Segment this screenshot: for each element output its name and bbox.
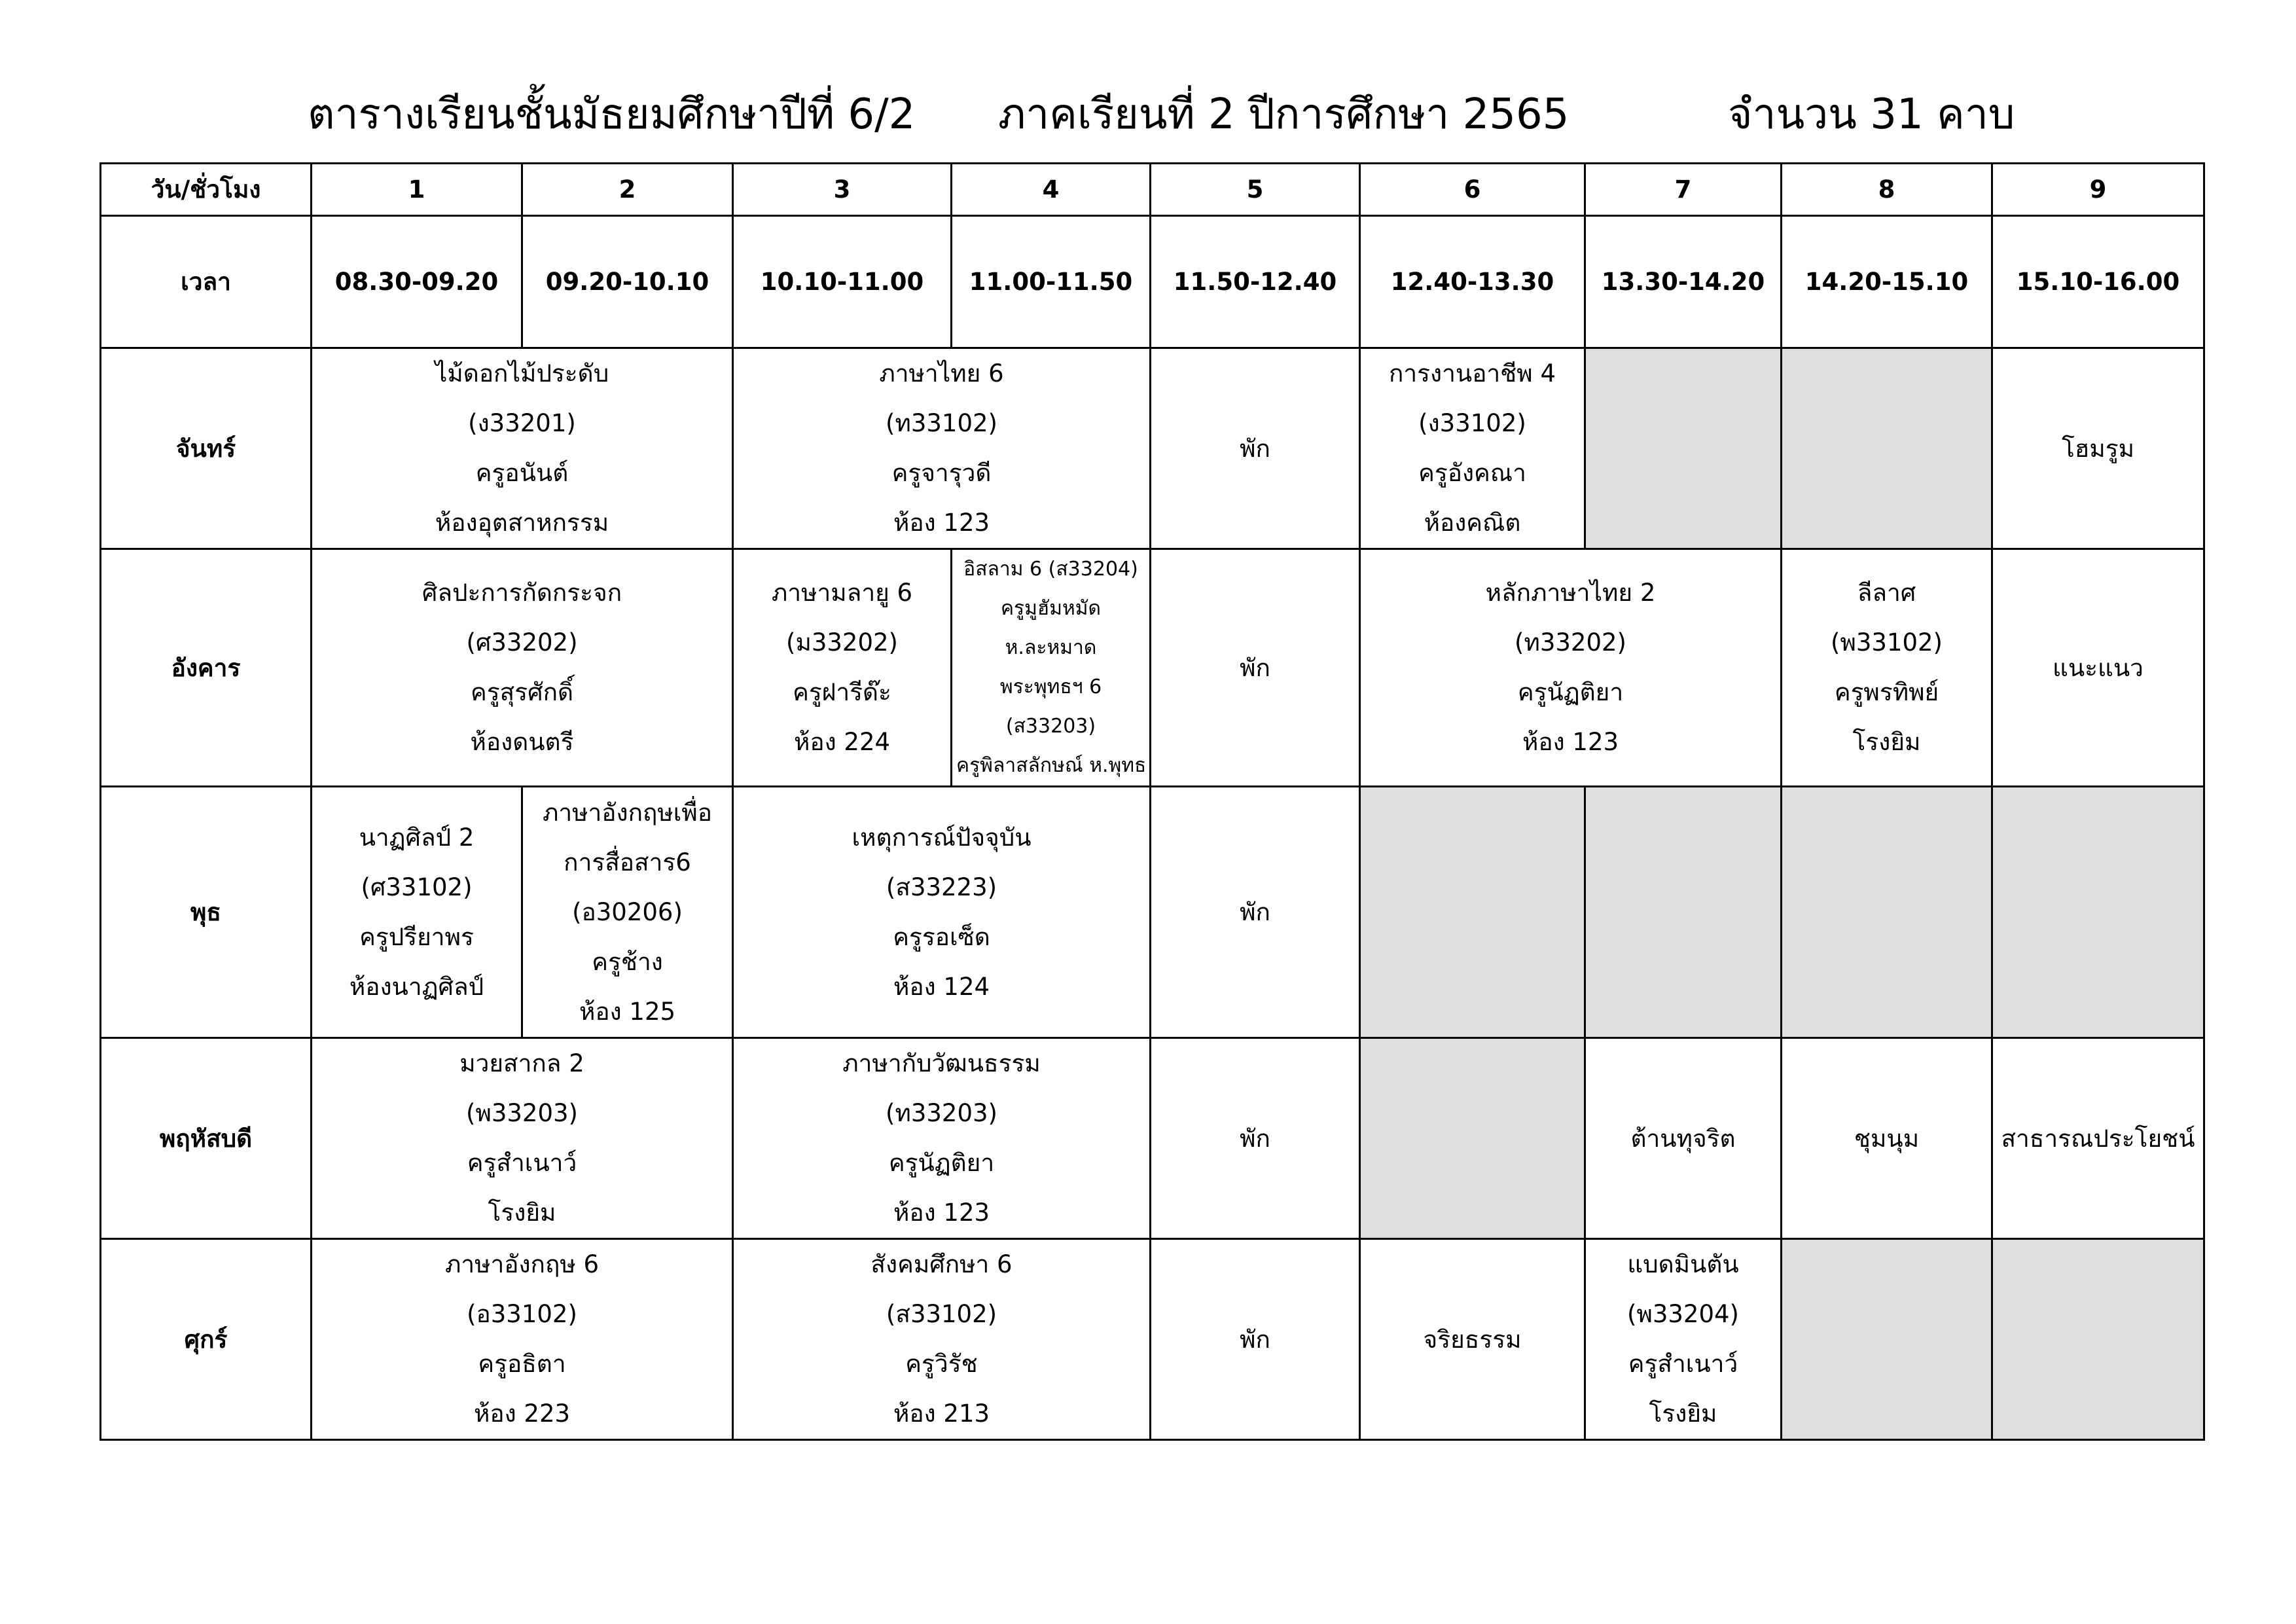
time-row bbox=[101, 216, 2204, 348]
subject-code: (ง33102) bbox=[1418, 409, 1526, 437]
subject-code: (อ33102) bbox=[467, 1300, 577, 1328]
activity-cell: ต้านทุจริต bbox=[1585, 1038, 1782, 1239]
time-cell: 09.20-10.10 bbox=[522, 216, 733, 348]
day-row-monday bbox=[101, 348, 2204, 549]
class-cell bbox=[312, 348, 733, 549]
period-header: 7 bbox=[1585, 164, 1782, 216]
time-cell: 15.10-16.00 bbox=[1992, 216, 2204, 348]
day-row-tuesday bbox=[101, 549, 2204, 787]
subject-code: (ส33102) bbox=[886, 1300, 997, 1328]
time-cell: 12.40-13.30 bbox=[1360, 216, 1585, 348]
empty-cell bbox=[1782, 1239, 1992, 1440]
class-cell bbox=[952, 549, 1151, 787]
teacher-name: ครูวิรัช bbox=[905, 1350, 978, 1378]
subject-name: อิสลาม 6 (ส33204) bbox=[963, 558, 1138, 581]
day-row-thursday bbox=[101, 1038, 2204, 1239]
class-cell bbox=[733, 1239, 1151, 1440]
periods-count: จำนวน 31 คาบ bbox=[1728, 90, 2015, 139]
teacher-name: ครูปรียาพร bbox=[359, 922, 474, 951]
time-cell: 13.30-14.20 bbox=[1585, 216, 1782, 348]
corner-header: วัน/ชั่วโมง bbox=[101, 164, 312, 216]
room-name: ห้อง 223 bbox=[473, 1399, 571, 1428]
class-cell bbox=[522, 787, 733, 1038]
subject-code: (พ33204) bbox=[1627, 1300, 1739, 1328]
room-name: ห.ละหมาด bbox=[1005, 636, 1097, 659]
subject-name: เหตุการณ์ปัจจุบัน bbox=[852, 823, 1031, 852]
empty-cell bbox=[1585, 787, 1782, 1038]
subject-name: ศิลปะการกัดกระจก bbox=[422, 579, 622, 607]
empty-cell bbox=[1992, 1239, 2204, 1440]
term-title: ภาคเรียนที่ 2 ปีการศึกษา 2565 bbox=[998, 90, 1570, 139]
activity-cell: จริยธรรม bbox=[1360, 1239, 1585, 1440]
class-cell bbox=[312, 1038, 733, 1239]
period-header: 4 bbox=[952, 164, 1151, 216]
class-cell bbox=[733, 549, 952, 787]
subject-name: พระพุทธฯ 6 bbox=[999, 676, 1102, 698]
subject-code: (ท33202) bbox=[1515, 628, 1626, 657]
subject-name: ภาษากับวัฒนธรรม bbox=[842, 1049, 1041, 1077]
teacher-name: ครูอังคณา bbox=[1418, 459, 1526, 487]
period-header: 3 bbox=[733, 164, 952, 216]
room-name: โรงยิม bbox=[1852, 728, 1921, 756]
time-cell: 14.20-15.10 bbox=[1782, 216, 1992, 348]
room-name: ห้อง 224 bbox=[793, 728, 891, 756]
teacher-name: ครูรอเซ็ด bbox=[893, 922, 990, 951]
teacher-name: ครูพรทิพย์ bbox=[1834, 678, 1939, 706]
room-name: ห้องดนตรี bbox=[470, 728, 574, 756]
subject-name: ไม้ดอกไม้ประดับ bbox=[435, 359, 609, 388]
day-name: พุธ bbox=[101, 787, 312, 1038]
time-cell: 11.00-11.50 bbox=[952, 216, 1151, 348]
break-cell: พัก bbox=[1151, 348, 1360, 549]
activity-cell: สาธารณประโยชน์ bbox=[1992, 1038, 2204, 1239]
subject-name: ภาษาไทย 6 bbox=[879, 359, 1004, 388]
time-label: เวลา bbox=[101, 216, 312, 348]
subject-code: (ศ33102) bbox=[361, 873, 473, 901]
day-name: พฤหัสบดี bbox=[101, 1038, 312, 1239]
subject-code: (ท33102) bbox=[886, 409, 997, 437]
page-title bbox=[0, 82, 2296, 147]
period-header-row bbox=[101, 164, 2204, 216]
subject-code: (อ30206) bbox=[572, 897, 683, 926]
subject-code: (ง33201) bbox=[468, 409, 576, 437]
class-cell bbox=[1585, 1239, 1782, 1440]
subject-name: ภาษาอังกฤษ 6 bbox=[444, 1250, 600, 1278]
empty-cell bbox=[1992, 787, 2204, 1038]
subject-name: ภาษามลายู 6 bbox=[771, 579, 913, 607]
teacher-name: ครูพิลาสลักษณ์ ห.พุทธ bbox=[956, 754, 1147, 777]
day-row-friday bbox=[101, 1239, 2204, 1440]
subject-name: การงานอาชีพ 4 bbox=[1389, 359, 1556, 388]
room-name: ห้อง 123 bbox=[893, 1199, 990, 1227]
subject-code: (ศ33202) bbox=[466, 628, 578, 657]
subject-name: นาฏศิลป์ 2 bbox=[359, 823, 475, 852]
class-cell bbox=[733, 348, 1151, 549]
subject-name: การสื่อสาร6 bbox=[564, 848, 691, 876]
subject-code: (ส33203) bbox=[1005, 715, 1096, 738]
room-name: ห้อง 123 bbox=[893, 509, 990, 537]
time-cell: 11.50-12.40 bbox=[1151, 216, 1360, 348]
timetable bbox=[99, 162, 2205, 1441]
room-name: ห้องคณิต bbox=[1424, 509, 1521, 537]
period-header: 5 bbox=[1151, 164, 1360, 216]
day-name: อังคาร bbox=[101, 549, 312, 787]
teacher-name: ครูสำเนาว์ bbox=[467, 1149, 577, 1177]
break-cell: พัก bbox=[1151, 1038, 1360, 1239]
empty-cell bbox=[1585, 348, 1782, 549]
period-header: 1 bbox=[312, 164, 522, 216]
subject-name: มวยสากล 2 bbox=[459, 1049, 584, 1077]
subject-code: (ส33223) bbox=[886, 873, 997, 901]
subject-name: สังคมศึกษา 6 bbox=[870, 1250, 1013, 1278]
subject-code: (ม33202) bbox=[786, 628, 898, 657]
subject-code: (พ33102) bbox=[1831, 628, 1943, 657]
room-name: โรงยิม bbox=[488, 1199, 556, 1227]
period-header: 6 bbox=[1360, 164, 1585, 216]
teacher-name: ครูสุรศักดิ์ bbox=[471, 678, 573, 706]
room-name: ห้องอุตสาหกรรม bbox=[435, 509, 609, 537]
break-cell: พัก bbox=[1151, 1239, 1360, 1440]
class-cell bbox=[312, 549, 733, 787]
subject-name: แบดมินตัน bbox=[1627, 1250, 1739, 1278]
subject-code: (พ33203) bbox=[466, 1099, 578, 1127]
subject-name: หลักภาษาไทย 2 bbox=[1485, 579, 1656, 607]
class-title: ตารางเรียนชั้นมัธยมศึกษาปีที่ 6/2 bbox=[308, 90, 916, 139]
class-cell bbox=[733, 787, 1151, 1038]
activity-cell: แนะแนว bbox=[1992, 549, 2204, 787]
room-name: ห้อง 125 bbox=[579, 997, 676, 1026]
class-cell bbox=[1782, 549, 1992, 787]
period-header: 9 bbox=[1992, 164, 2204, 216]
time-cell: 08.30-09.20 bbox=[312, 216, 522, 348]
teacher-name: ครูสำเนาว์ bbox=[1628, 1350, 1738, 1378]
day-name: ศุกร์ bbox=[101, 1239, 312, 1440]
empty-cell bbox=[1782, 787, 1992, 1038]
teacher-name: ครูอธิตา bbox=[478, 1350, 566, 1378]
class-cell bbox=[1360, 549, 1782, 787]
room-name: โรงยิม bbox=[1649, 1399, 1717, 1428]
room-name: ห้อง 213 bbox=[893, 1399, 990, 1428]
subject-name: ภาษาอังกฤษเพื่อ bbox=[542, 798, 713, 827]
room-name: ห้องนาฏศิลป์ bbox=[349, 972, 484, 1001]
room-name: ห้อง 123 bbox=[1522, 728, 1619, 756]
empty-cell bbox=[1360, 787, 1585, 1038]
break-cell: พัก bbox=[1151, 787, 1360, 1038]
activity-cell: โฮมรูม bbox=[1992, 348, 2204, 549]
break-cell: พัก bbox=[1151, 549, 1360, 787]
class-cell bbox=[312, 787, 522, 1038]
class-cell bbox=[1360, 348, 1585, 549]
teacher-name: ครูนัฏติยา bbox=[888, 1149, 995, 1177]
room-name: ห้อง 124 bbox=[893, 972, 990, 1001]
class-cell bbox=[312, 1239, 733, 1440]
teacher-name: ครูอนันต์ bbox=[475, 459, 569, 487]
activity-cell: ชุมนุม bbox=[1782, 1038, 1992, 1239]
teacher-name: ครูช้าง bbox=[592, 947, 663, 976]
period-header: 2 bbox=[522, 164, 733, 216]
subject-code: (ท33203) bbox=[886, 1099, 997, 1127]
teacher-name: ครูฝารีด๊ะ bbox=[793, 678, 891, 706]
teacher-name: ครูนัฏติยา bbox=[1517, 678, 1624, 706]
period-header: 8 bbox=[1782, 164, 1992, 216]
time-cell: 10.10-11.00 bbox=[733, 216, 952, 348]
day-row-wednesday bbox=[101, 787, 2204, 1038]
teacher-name: ครูจารุวดี bbox=[891, 459, 992, 487]
empty-cell bbox=[1360, 1038, 1585, 1239]
teacher-name: ครูมูฮัมหมัด bbox=[1000, 597, 1102, 620]
class-cell bbox=[733, 1038, 1151, 1239]
day-name: จันทร์ bbox=[101, 348, 312, 549]
empty-cell bbox=[1782, 348, 1992, 549]
subject-name: ลีลาศ bbox=[1857, 579, 1916, 607]
